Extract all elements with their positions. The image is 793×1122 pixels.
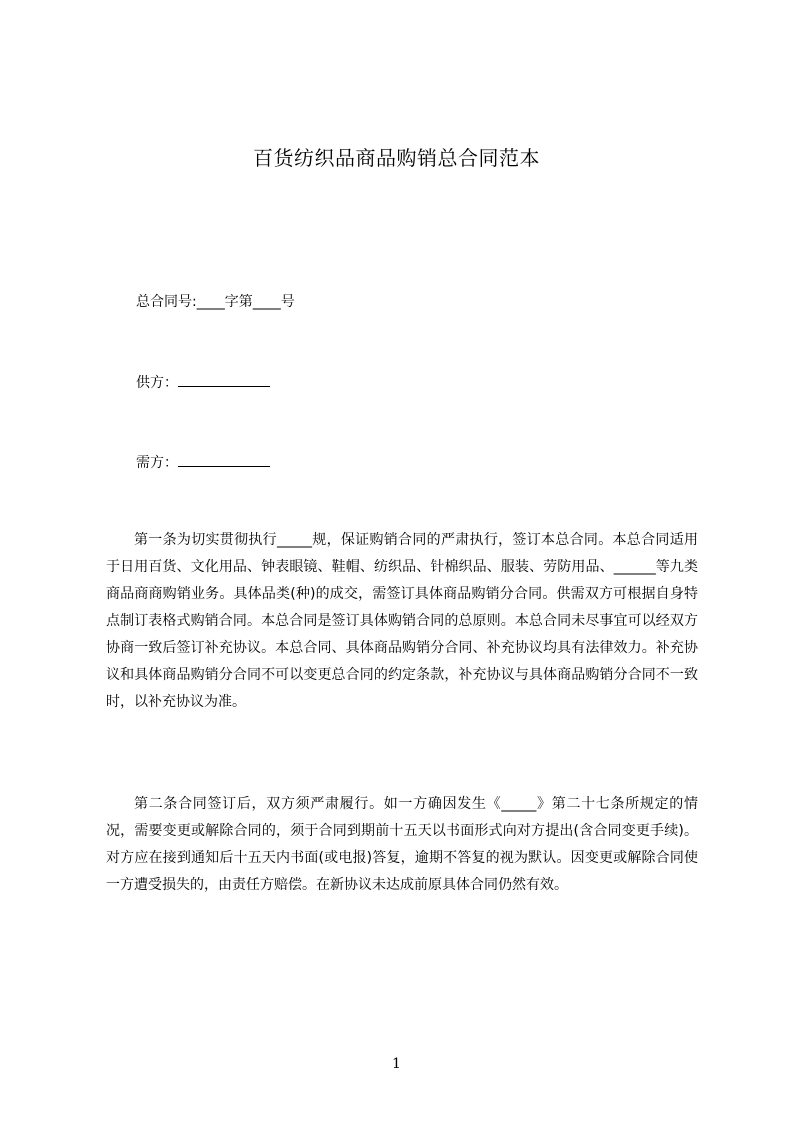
document-title: 百货纺织品商品购销总合同范本 <box>253 146 540 170</box>
supplier-blank <box>178 372 270 387</box>
contract-number-label: 总合同号:____字第____号 <box>136 294 295 310</box>
supplier-label: 供方： <box>136 375 178 391</box>
buyer-label: 需方： <box>136 455 178 471</box>
contract-number-line <box>136 291 295 311</box>
buyer-line <box>136 452 270 472</box>
supplier-line <box>136 372 270 392</box>
page-number: 1 <box>392 1056 401 1072</box>
buyer-blank <box>178 452 270 467</box>
article-1-paragraph: 第一条为切实贯彻执行_____规，保证购销合同的严肃执行，签订本总合同。本总合同适用于日用百货、文化用品、钟表眼镜、鞋帽、纺织品、针棉织品、服装、劳防用品、______等九类商品商商购销业务。具体品类(种)的成交，需签订具体商品购销分合同。供需双方可根据自身特点制订表格式购销合同。本总合同是签订具体购销合同的总原则。本总合同未尽事宜可以经双方协商一致后签订补充协议。本总合同、具体商品购销分合同、补充协议均具有法律效力。补充协议和具体商品购销分合同不可以变更总合同的约定条款，补充协议与具体商品购销分合同不一致时，以补充协议为准。 <box>106 532 698 710</box>
article-2-paragraph: 第二条合同签订后，双方须严肃履行。如一方确因发生《_____》第二十七条所规定的情况，需要变更或解除合同的，须于合同到期前十五天以书面形式向对方提出(含合同变更手续)。对方应在接到通知后十五天内书面(或电报)答复，逾期不答复的视为默认。因变更或解除合同使一方遭受损失的，由责任方赔偿。在新协议未达成前原具体合同仍然有效。 <box>106 796 698 893</box>
